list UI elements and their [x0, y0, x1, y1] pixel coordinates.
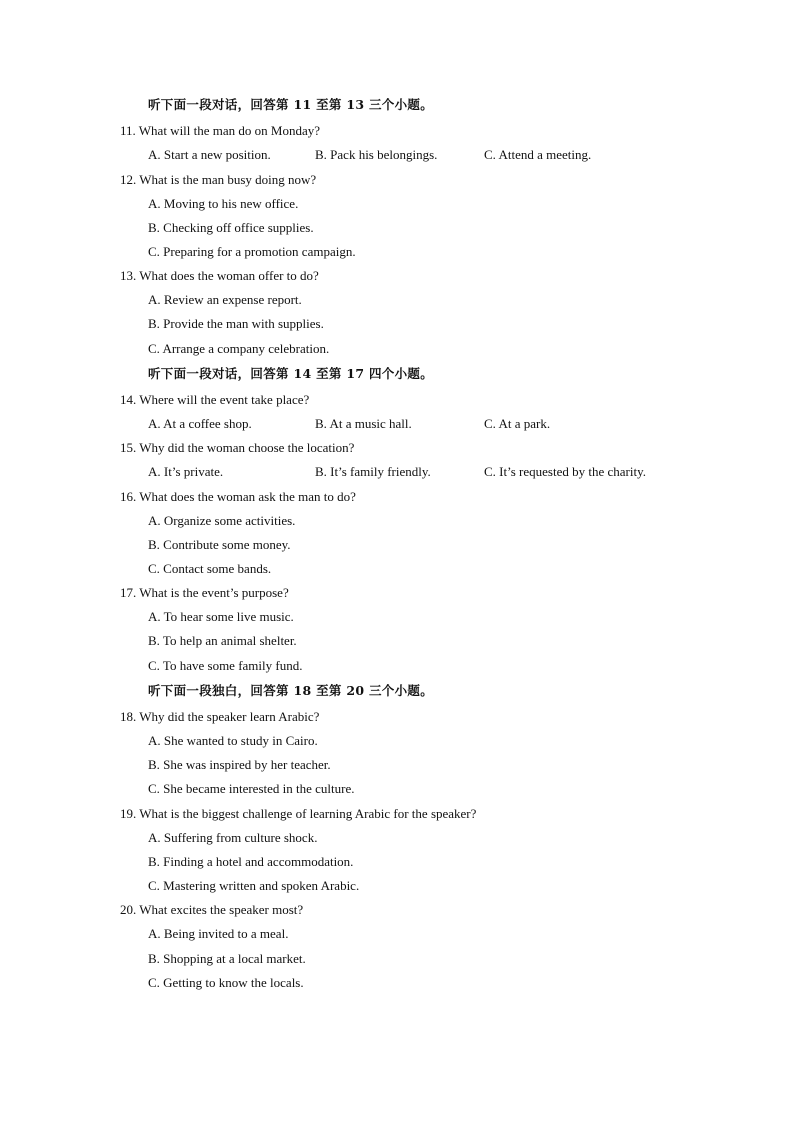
question-text: 16. What does the woman ask the man to do? [120, 489, 356, 504]
option-a: A. Review an expense report. [148, 292, 302, 307]
option-c: C. Getting to know the locals. [148, 975, 304, 990]
option-a: A. It’s private. [148, 464, 224, 479]
option-a: A. Organize some activities. [148, 513, 296, 528]
option-a: A. Moving to his new office. [148, 196, 299, 211]
option-b: B. Contribute some money. [148, 537, 291, 552]
option-b: B. Checking off office supplies. [148, 220, 314, 235]
question-text: 15. Why did the woman choose the location? [120, 440, 355, 455]
option-b: B. Finding a hotel and accommodation. [148, 854, 354, 869]
option-b: B. To help an animal shelter. [148, 633, 297, 648]
option-a: A. Being invited to a meal. [148, 926, 289, 941]
question-text: 19. What is the biggest challenge of learning Arabic for the speaker? [120, 806, 477, 821]
question-text: 13. What does the woman offer to do? [120, 268, 319, 283]
option-c: C. It’s requested by the charity. [484, 464, 646, 479]
option-c: C. To have some family fund. [148, 658, 303, 673]
question-text: 11. What will the man do on Monday? [120, 123, 321, 138]
question-text: 12. What is the man busy doing now? [120, 172, 317, 187]
option-a: A. At a coffee shop. [148, 416, 252, 431]
option-a: A. Start a new position. [148, 147, 271, 162]
option-c: C. Attend a meeting. [484, 147, 592, 162]
option-c: C. At a park. [484, 416, 551, 431]
option-a: A. Suffering from culture shock. [148, 830, 318, 845]
question-text: 17. What is the event’s purpose? [120, 585, 289, 600]
section-heading: 听下面一段独白，回答第 18 至第 20 三个小题。 [148, 683, 433, 698]
option-b: B. It’s family friendly. [315, 464, 431, 479]
option-c: C. She became interested in the culture. [148, 781, 355, 796]
option-c: C. Arrange a company celebration. [148, 341, 330, 356]
option-c: C. Preparing for a promotion campaign. [148, 244, 356, 259]
option-b: B. At a music hall. [315, 416, 412, 431]
option-a: A. To hear some live music. [148, 609, 294, 624]
question-text: 20. What excites the speaker most? [120, 902, 304, 917]
option-a: A. She wanted to study in Cairo. [148, 733, 318, 748]
section-heading: 听下面一段对话，回答第 11 至第 13 三个小题。 [148, 97, 433, 112]
question-text: 18. Why did the speaker learn Arabic? [120, 709, 320, 724]
option-b: B. Shopping at a local market. [148, 951, 306, 966]
option-b: B. Provide the man with supplies. [148, 316, 324, 331]
option-b: B. She was inspired by her teacher. [148, 757, 331, 772]
option-b: B. Pack his belongings. [315, 147, 438, 162]
option-c: C. Mastering written and spoken Arabic. [148, 878, 360, 893]
section-heading: 听下面一段对话，回答第 14 至第 17 四个小题。 [148, 366, 433, 381]
question-text: 14. Where will the event take place? [120, 392, 310, 407]
option-c: C. Contact some bands. [148, 561, 272, 576]
